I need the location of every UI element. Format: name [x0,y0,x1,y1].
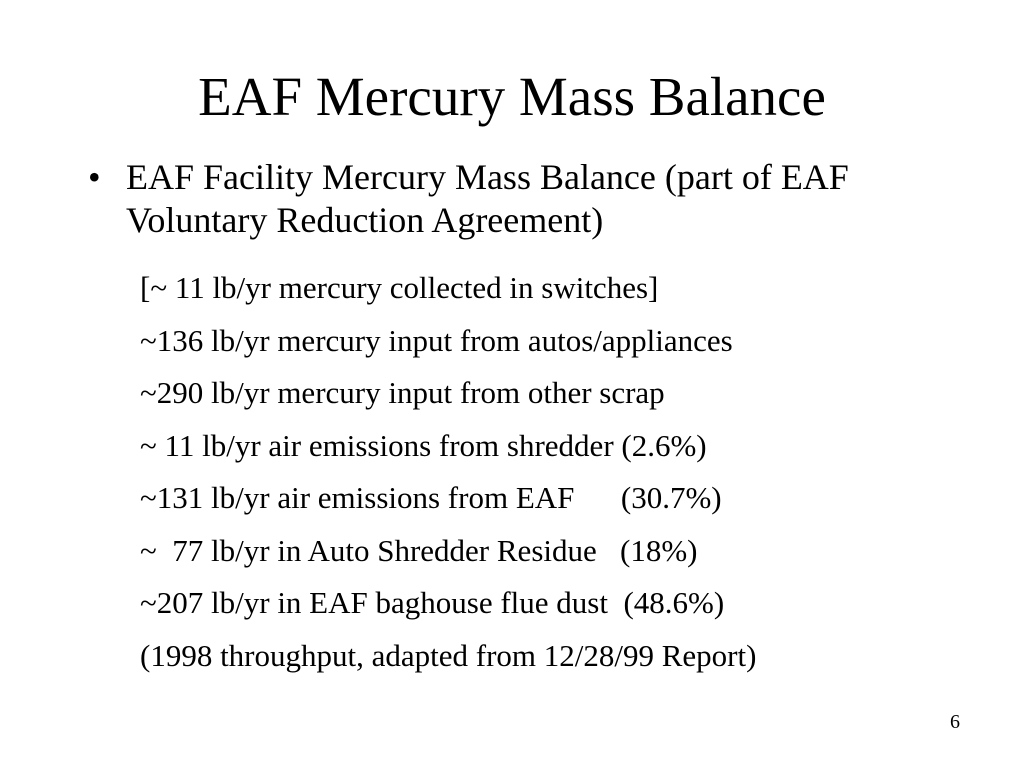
list-item-shredder-emissions: ~ 11 lb/yr air emissions from shredder (2.6%) [140,427,707,463]
mass-balance-list [140,262,1000,682]
list-item-source-note: (1998 throughput, adapted from 12/28/99 Report) [140,637,757,673]
slide-title: EAF Mercury Mass Balance [198,66,826,127]
list-item-eaf-emissions: ~131 lb/yr air emissions from EAF (30.7%) [140,480,722,515]
list-item-autos-input: ~136 lb/yr mercury input from autos/appliances [140,322,733,358]
page-number: 6 [950,711,960,733]
list-item-scrap-input: ~290 lb/yr mercury input from other scrap [140,375,665,410]
bullet-marker: • [88,157,101,197]
list-item-shredder-residue: ~ 77 lb/yr in Auto Shredder Residue (18%) [140,532,698,568]
list-item-switches: [~ 11 lb/yr mercury collected in switches] [140,270,659,305]
main-bullet-text: EAF Facility Mercury Mass Balance (part of EAF Voluntary Reduction Agreement) [126,157,849,240]
main-bullet [88,156,928,242]
list-item-flue-dust: ~207 lb/yr in EAF baghouse flue dust (48.6%) [140,585,725,620]
